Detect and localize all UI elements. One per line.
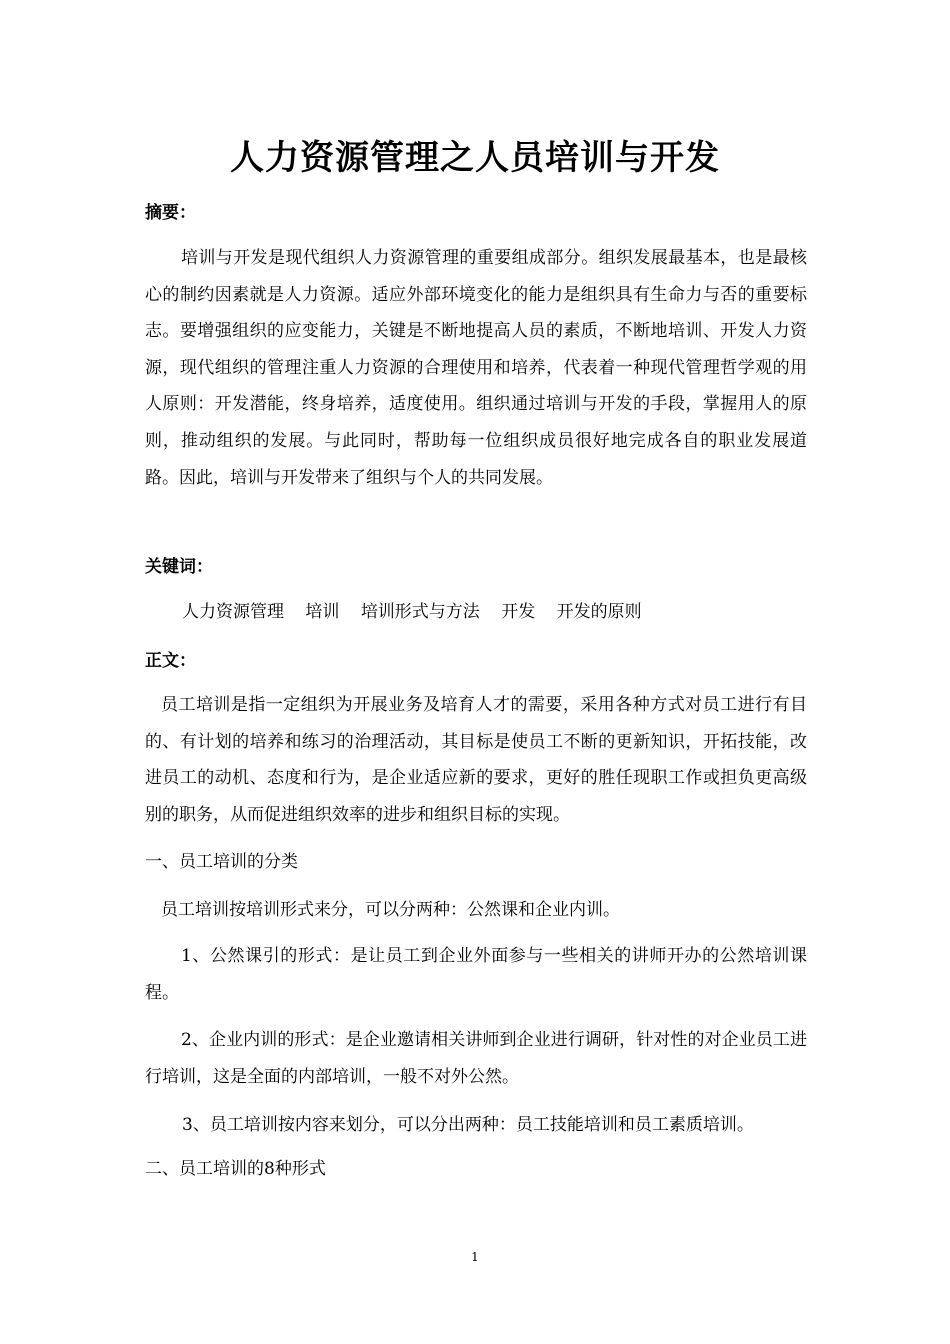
body-intro-paragraph: 员工培训是指一定组织为开展业务及培育人才的需要，采用各种方式对员工进行有目的、有计划的培养和练习的治理活动，其目标是使员工不断的更新知识，开拓技能，改进员工的动机、态度和行为，是企业适应新的要求，更好的胜任现职工作或担负更高级别的职务，从而促进组织效率的进步和组织目标的实现。 [145,695,807,825]
section1-heading: 一、员工培训的分类 [145,852,298,872]
list-item-3: 3、员工培训按内容来划分，可以分出两种：员工技能培训和员工素质培训。 [182,1115,754,1135]
document-title: 人力资源管理之人员培训与开发 [230,138,720,178]
body-label: 正文： [145,651,196,671]
section2-heading: 二、员工培训的8种形式 [145,1159,326,1179]
keyword-item: 开发的原则 [556,602,642,622]
abstract-paragraph: 培训与开发是现代组织人力资源管理的重要组成部分。组织发展最基本，也是最核心的制约因素就是人力资源。适应外部环境变化的能力是组织具有生命力与否的重要标志。要增强组织的应变能力，关键是不断地提高人员的素质，不断地培训、开发人力资源，现代组织的管理注重人力资源的合理使用和培养，代表着一种现代管理哲学观的用人原则：开发潜能，终身培养，适度使用。组织通过培训与开发的手段，掌握用人的原则，推动组织的发展。与此同时，帮助每一位组织成员很好地完成各自的职业发展道路。因此，培训与开发带来了组织与个人的共同发展。 [145,248,807,488]
keyword-item: 人力资源管理 [182,602,284,622]
abstract-label: 摘要： [145,203,196,223]
page-number: 1 [471,1250,479,1264]
list-item-1: 1、公然课引的形式：是让员工到企业外面参与一些相关的讲师开办的公然培训课程。 [145,946,807,1003]
keyword-item: 开发 [501,602,536,622]
keyword-item: 培训形式与方法 [360,602,480,622]
section1-intro: 员工培训按培训形式来分，可以分两种：公然课和企业内训。 [161,900,620,920]
keyword-item: 培训 [305,602,340,622]
keywords-list [182,600,658,624]
list-item-2: 2、企业内训的形式：是企业邀请相关讲师到企业进行调研，针对性的对企业员工进行培训，这是全面的内部培训，一般不对外公然。 [145,1030,807,1087]
keywords-label: 关键词： [145,557,213,577]
